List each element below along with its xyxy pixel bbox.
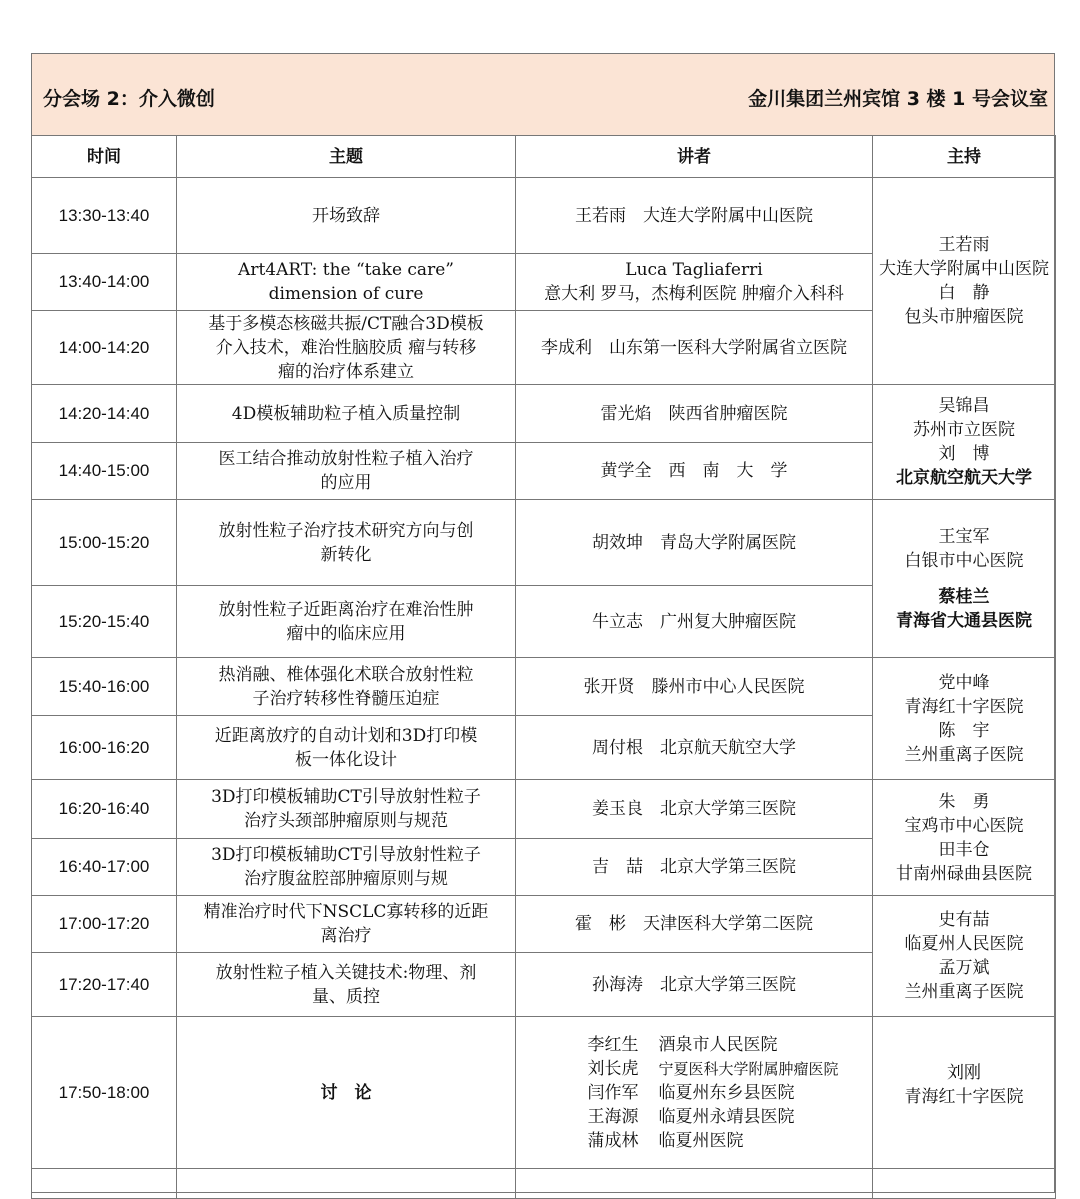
host-line: 包头市肿瘤医院 [904,307,1024,327]
topic-line: 板一体化设计 [295,749,397,770]
discussion-speaker [587,1057,838,1081]
time-cell: 15:00-15:20 [32,500,177,586]
topic-cell [177,178,516,254]
topic-cell [177,716,516,780]
topic-line: 精准治疗时代下NSCLC寡转移的近距 [203,902,489,922]
discussion-speakers-cell [516,1017,873,1169]
host-cell [873,500,1056,658]
discussion-speaker [587,1129,838,1153]
table-row [32,1169,1056,1199]
topic-line: 量、质控 [312,986,380,1007]
host-line: 白 静 [938,283,990,303]
topic-cell [177,311,516,385]
col-header-time: 时间 [32,136,177,178]
speaker-line: 姜玉良 北京大学第三医院 [592,799,796,819]
topic-line: 放射性粒子治疗技术研究方向与创 [218,520,474,541]
host-line: 刘刚 [947,1063,981,1083]
speaker-line: 胡效坤 青岛大学附属医院 [592,532,796,553]
topic-cell [177,839,516,896]
speaker-org: 酒泉市人民医院 [658,1034,778,1055]
host-cell [873,178,1056,385]
discussion-row [32,1017,1056,1169]
speaker-line: 黄学全 西 南 大 学 [600,461,788,481]
host-line: 北京航空航天大学 [896,468,1032,488]
host-line: 青海省大通县医院 [896,610,1032,631]
col-header-speaker: 讲者 [516,136,873,178]
host-spacer [873,573,1055,585]
host-cell [873,780,1056,896]
topic-line: 热消融、椎体强化术联合放射性粒 [218,664,474,685]
topic-line: 介入技术，难治性脑胶质 瘤与转移 [215,337,477,358]
topic-cell [177,953,516,1017]
speaker-name: 蒲成林 [587,1130,639,1151]
topic-line: 治疗腹盆腔部肿瘤原则与规 [244,869,448,889]
table-row [32,385,1056,443]
discussion-speaker [587,1081,838,1105]
topic-line: 治疗头颈部肿瘤原则与规范 [244,811,448,831]
speaker-cell [516,658,873,716]
host-line: 陈 宇 [938,720,990,741]
topic-line: 新转化 [320,544,372,565]
host-cell [873,1017,1056,1169]
time-cell: 16:40-17:00 [32,839,177,896]
table-row [32,896,1056,953]
topic-cell: 讨 论 [177,1017,516,1169]
speaker-cell [516,716,873,780]
host-line: 王宝军 [938,526,990,547]
time-cell: 14:40-15:00 [32,443,177,500]
topic-cell [177,385,516,443]
host-line: 党中峰 [938,672,990,693]
host-line: 甘南州碌曲县医院 [896,863,1032,884]
table-row [32,500,1056,586]
speaker-line: 霍 彬 天津医科大学第二医院 [575,914,813,934]
topic-line: 瘤的治疗体系建立 [278,361,414,382]
speaker-line: 李成利 山东第一医科大学附属省立医院 [541,337,847,358]
topic-line: 离治疗 [320,926,372,946]
host-line: 青海红十字医院 [904,696,1024,717]
speaker-line: 吉 喆 北京大学第三医院 [592,857,796,877]
host-cell [873,896,1056,1017]
topic-cell [177,254,516,311]
speaker-line: 雷光焰 陕西省肿瘤医院 [600,403,788,424]
speaker-name: 闫作军 [587,1082,639,1103]
speaker-cell [516,896,873,953]
table-header-row [32,136,1056,178]
time-cell: 17:20-17:40 [32,953,177,1017]
speaker-line: 张开贤 滕州市中心人民医院 [583,676,805,697]
discussion-speaker [587,1033,838,1057]
host-line: 刘 博 [938,444,990,464]
session-venue: 金川集团兰州宾馆 3 楼 1 号会议室 [748,88,1048,110]
time-cell: 13:30-13:40 [32,178,177,254]
host-line: 王若雨 [938,235,990,255]
topic-line: Art4ART: the “take care” [238,260,454,280]
topic-line: 子治疗转移性脊髓压迫症 [252,688,440,709]
topic-line: 的应用 [320,473,372,493]
speaker-cell [516,385,873,443]
host-line: 兰州重离子医院 [904,982,1024,1002]
speaker-name: 刘长虎 [587,1058,639,1079]
speaker-cell [516,311,873,385]
topic-cell [177,443,516,500]
speaker-cell [516,780,873,839]
topic-cell [177,780,516,839]
topic-line: 近距离放疗的自动计划和3D打印模 [214,725,478,746]
host-line: 大连大学附属中山医院 [879,259,1049,279]
host-line: 兰州重离子医院 [904,744,1024,765]
empty-cell [32,1169,177,1199]
time-cell: 14:00-14:20 [32,311,177,385]
speaker-name: 王海源 [587,1106,639,1127]
table-row [32,658,1056,716]
speaker-line: 孙海涛 北京大学第三医院 [592,974,796,995]
speaker-org: 临夏州永靖县医院 [658,1106,795,1127]
discussion-speaker-list [587,1033,838,1153]
host-line: 田丰仓 [938,839,990,860]
speaker-cell [516,586,873,658]
topic-line: 放射性粒子近距离治疗在难治性肿 [218,599,474,620]
empty-cell [177,1169,516,1199]
empty-cell [516,1169,873,1199]
topic-line: 3D打印模板辅助CT引导放射性粒子 [211,787,481,807]
topic-line: dimension of cure [268,284,424,304]
discussion-speaker [587,1105,838,1129]
speaker-name: 李红生 [587,1034,639,1055]
speaker-org: 宁夏医科大学附属肿瘤医院 [658,1059,839,1078]
topic-line: 放射性粒子植入关键技术:物理、剂 [215,962,477,983]
host-line: 蔡桂兰 [938,586,990,607]
topic-line: 4D模板辅助粒子植入质量控制 [231,403,461,424]
topic-cell [177,658,516,716]
topic-line: 基于多模态核磁共振/CT融合3D模板 [208,313,484,334]
speaker-org: 临夏州东乡县医院 [658,1082,795,1103]
speaker-line: 王若雨 大连大学附属中山医院 [575,205,813,226]
time-cell: 14:20-14:40 [32,385,177,443]
topic-cell [177,896,516,953]
table-row [32,780,1056,839]
time-cell: 15:20-15:40 [32,586,177,658]
host-line: 史有喆 [938,910,990,930]
host-cell [873,658,1056,780]
empty-cell [873,1169,1056,1199]
topic-line: 3D打印模板辅助CT引导放射性粒子 [211,845,481,865]
speaker-cell [516,500,873,586]
session-title: 分会场 2：介入微创 [43,88,215,110]
speaker-cell [516,178,873,254]
schedule-table [31,135,1056,1199]
host-line: 吴锦昌 [938,396,990,416]
time-cell: 17:00-17:20 [32,896,177,953]
host-line: 孟万斌 [938,958,990,978]
topic-cell [177,500,516,586]
time-cell: 17:50-18:00 [32,1017,177,1169]
host-cell [873,385,1056,500]
host-line: 白银市中心医院 [904,550,1024,571]
host-line: 宝鸡市中心医院 [904,815,1024,836]
time-cell: 15:40-16:00 [32,658,177,716]
host-line: 朱 勇 [938,791,990,812]
host-line: 青海红十字医院 [904,1087,1024,1107]
speaker-cell [516,443,873,500]
topic-cell [177,586,516,658]
time-cell: 16:20-16:40 [32,780,177,839]
schedule-page [31,53,1055,1193]
speaker-line: 意大利 罗马，杰梅利医院 肿瘤介入科科 [544,284,844,304]
topic-line: 医工结合推动放射性粒子植入治疗 [218,449,474,469]
time-cell: 16:00-16:20 [32,716,177,780]
table-row [32,178,1056,254]
speaker-line: 牛立志 广州复大肿瘤医院 [592,611,796,632]
topic-line: 开场致辞 [312,205,380,226]
speaker-cell [516,839,873,896]
speaker-line: Luca Tagliaferri [625,260,763,280]
topic-line: 瘤中的临床应用 [286,623,406,644]
speaker-cell [516,953,873,1017]
col-header-topic: 主题 [177,136,516,178]
speaker-line: 周付根 北京航天航空大学 [592,737,796,758]
session-header [32,54,1054,136]
host-line: 苏州市立医院 [913,420,1015,440]
col-header-host: 主持 [873,136,1056,178]
speaker-cell [516,254,873,311]
time-cell: 13:40-14:00 [32,254,177,311]
speaker-org: 临夏州医院 [658,1130,744,1151]
host-line: 临夏州人民医院 [904,934,1024,954]
